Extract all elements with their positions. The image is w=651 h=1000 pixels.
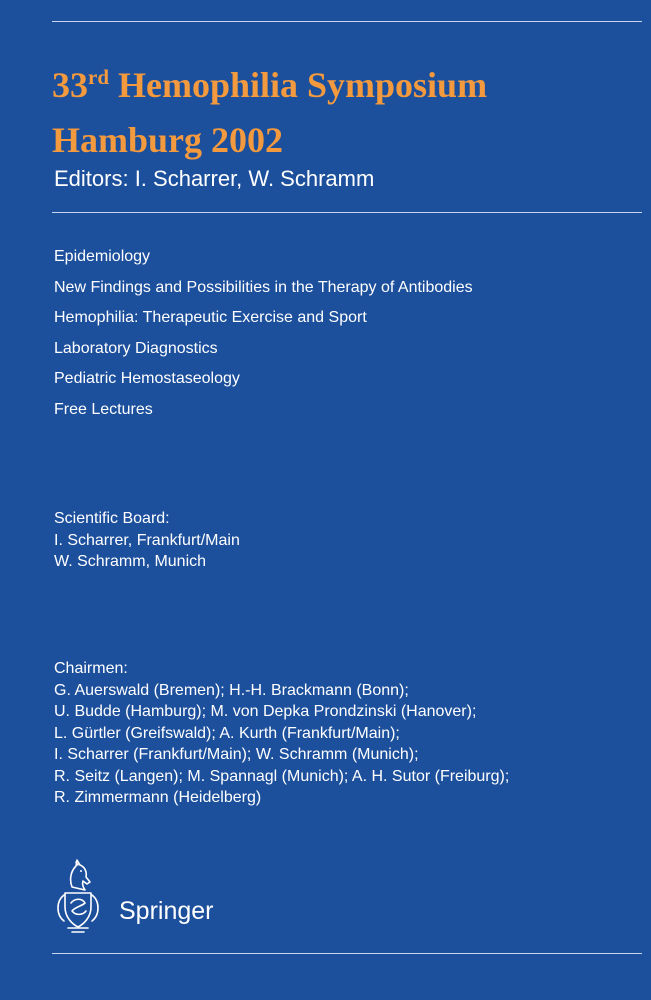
chairmen-line: R. Zimmermann (Heidelberg) [54, 789, 262, 806]
title-line-2: Hamburg 2002 [52, 120, 284, 160]
chairmen-line: L. Gürtler (Greifswald); A. Kurth (Frankfurt/Main); [54, 724, 400, 742]
topic-item: Hemophilia: Therapeutic Exercise and Sport [54, 309, 367, 326]
title-line-1 [52, 60, 487, 115]
topics-list [54, 246, 473, 429]
topic-item: New Findings and Possibilities in the Therapy of Antibodies [54, 278, 473, 296]
topic-item: Free Lectures [54, 400, 153, 418]
book-title [52, 60, 487, 165]
bottom-rule [52, 953, 642, 954]
chairmen-line: U. Budde (Hamburg); M. von Depka Prondzinski (Hanover); [54, 703, 477, 720]
topic-item: Pediatric Hemostaseology [54, 370, 240, 387]
board-member: W. Schramm, Munich [54, 553, 207, 570]
top-rule [52, 21, 642, 22]
chairmen-line: R. Seitz (Langen); M. Spannagl (Munich); A. H. Sutor (Freiburg); [54, 767, 510, 785]
chairmen-heading: Chairmen: [54, 660, 128, 677]
board-member: I. Scharrer, Frankfurt/Main [54, 531, 240, 549]
title-number: 33 [52, 65, 88, 105]
chairmen [54, 658, 509, 809]
chairmen-line: G. Auerswald (Bremen); H.-H. Brackmann (Bonn); [54, 681, 409, 699]
title-ordinal: rd [88, 65, 109, 89]
publisher-name: Springer [119, 897, 214, 925]
editors: Editors: I. Scharrer, W. Schramm [54, 166, 375, 191]
topic-item: Epidemiology [54, 248, 151, 265]
title-rule [52, 212, 642, 213]
scientific-board [54, 508, 240, 573]
scientific-board-heading: Scientific Board: [54, 510, 170, 527]
springer-knight-icon [52, 857, 104, 937]
chairmen-line: I. Scharrer (Frankfurt/Main); W. Schramm (Munich); [54, 746, 419, 763]
title-text: Hemophilia Symposium [109, 65, 488, 105]
topic-item: Laboratory Diagnostics [54, 339, 218, 357]
